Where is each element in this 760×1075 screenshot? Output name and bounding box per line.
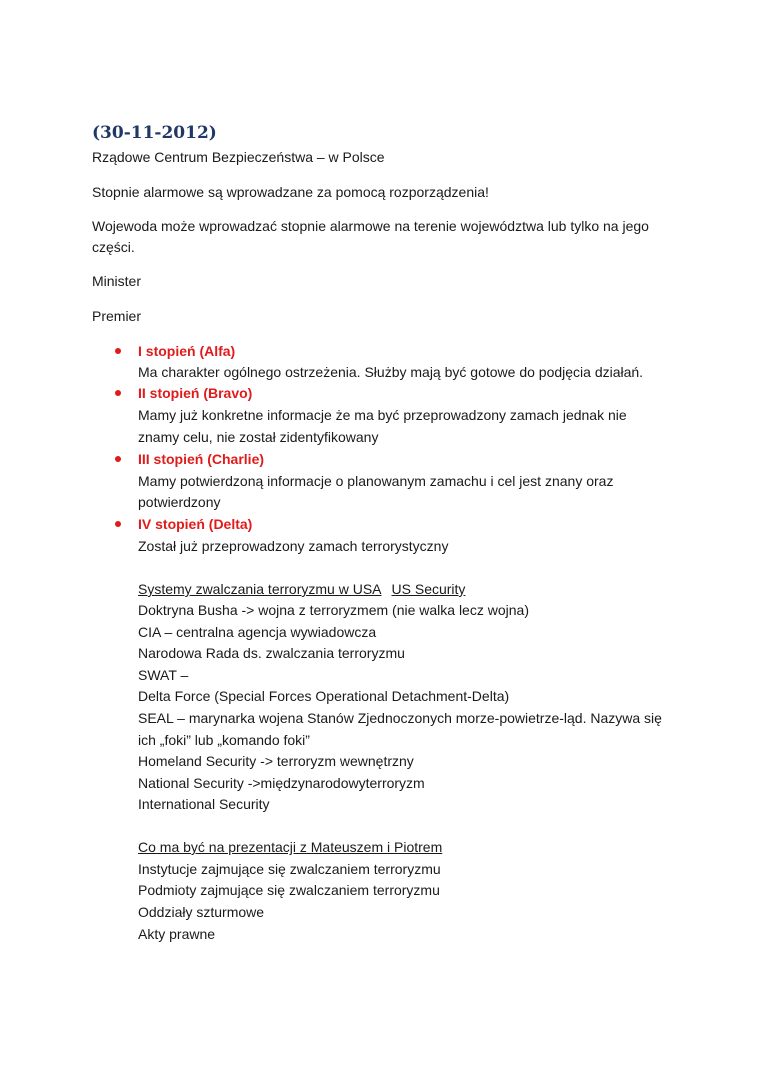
level-text: Został już przeprowadzony zamach terrorystyczny bbox=[138, 538, 449, 554]
usa-item: ich „foki” lub „komando foki” bbox=[138, 732, 310, 748]
date-heading: (30-11-2012) bbox=[92, 123, 217, 143]
level-title: IV stopień (Delta) bbox=[138, 516, 253, 532]
usa-item: International Security bbox=[138, 796, 270, 812]
bullet-icon bbox=[115, 390, 121, 396]
usa-item: CIA – centralna agencja wywiadowcza bbox=[138, 624, 377, 640]
presentation-item: Podmioty zajmujące się zwalczaniem terroryzmu bbox=[138, 882, 440, 898]
level-text: potwierdzony bbox=[138, 494, 221, 510]
usa-item: SWAT – bbox=[138, 667, 189, 683]
level-text: znamy celu, nie został zidentyfikowany bbox=[138, 429, 379, 445]
level-text: Mamy już konkretne informacje że ma być przeprowadzony zamach jednak nie bbox=[138, 407, 627, 423]
presentation-item: Akty prawne bbox=[138, 926, 216, 942]
usa-heading: Systemy zwalczania terroryzmu w USA bbox=[138, 581, 382, 597]
presentation-item: Oddziały szturmowe bbox=[138, 904, 265, 920]
usa-heading-suffix: US Security bbox=[391, 581, 466, 597]
usa-item: Homeland Security -> terroryzm wewnętrzny bbox=[138, 753, 414, 769]
intro-line: Premier bbox=[92, 308, 142, 324]
intro-line: Stopnie alarmowe są wprowadzane za pomocą rozporządzenia! bbox=[92, 184, 489, 200]
level-title: II stopień (Bravo) bbox=[138, 385, 253, 401]
level-title: III stopień (Charlie) bbox=[138, 451, 265, 467]
usa-item: Doktryna Busha -> wojna z terroryzmem (nie walka lecz wojna) bbox=[138, 602, 529, 618]
level-text: Ma charakter ogólnego ostrzeżenia. Służby mają być gotowe do podjęcia działań. bbox=[138, 364, 644, 380]
intro-line: Minister bbox=[92, 273, 142, 289]
intro-line: części. bbox=[92, 239, 135, 255]
usa-item: National Security ->międzynarodowyterroryzm bbox=[138, 775, 425, 791]
usa-item: SEAL – marynarka wojena Stanów Zjednoczonych morze-powietrze-ląd. Nazywa się bbox=[138, 710, 662, 726]
intro-line: Wojewoda może wprowadzać stopnie alarmowe na terenie województwa lub tylko na jego bbox=[92, 218, 649, 234]
usa-item: Narodowa Rada ds. zwalczania terroryzmu bbox=[138, 645, 405, 661]
presentation-heading: Co ma być na prezentacji z Mateuszem i Piotrem bbox=[138, 839, 443, 855]
level-title: I stopień (Alfa) bbox=[138, 343, 236, 359]
presentation-item: Instytucje zajmujące się zwalczaniem terroryzmu bbox=[138, 861, 441, 877]
intro-line: Rządowe Centrum Bezpieczeństwa – w Polsce bbox=[92, 149, 385, 165]
usa-heading-line bbox=[138, 579, 465, 600]
level-text: Mamy potwierdzoną informacje o planowanym zamachu i cel jest znany oraz bbox=[138, 473, 614, 489]
bullet-icon bbox=[115, 348, 121, 354]
bullet-icon bbox=[115, 521, 121, 527]
usa-item: Delta Force (Special Forces Operational Detachment-Delta) bbox=[138, 688, 510, 704]
bullet-icon bbox=[115, 456, 121, 462]
